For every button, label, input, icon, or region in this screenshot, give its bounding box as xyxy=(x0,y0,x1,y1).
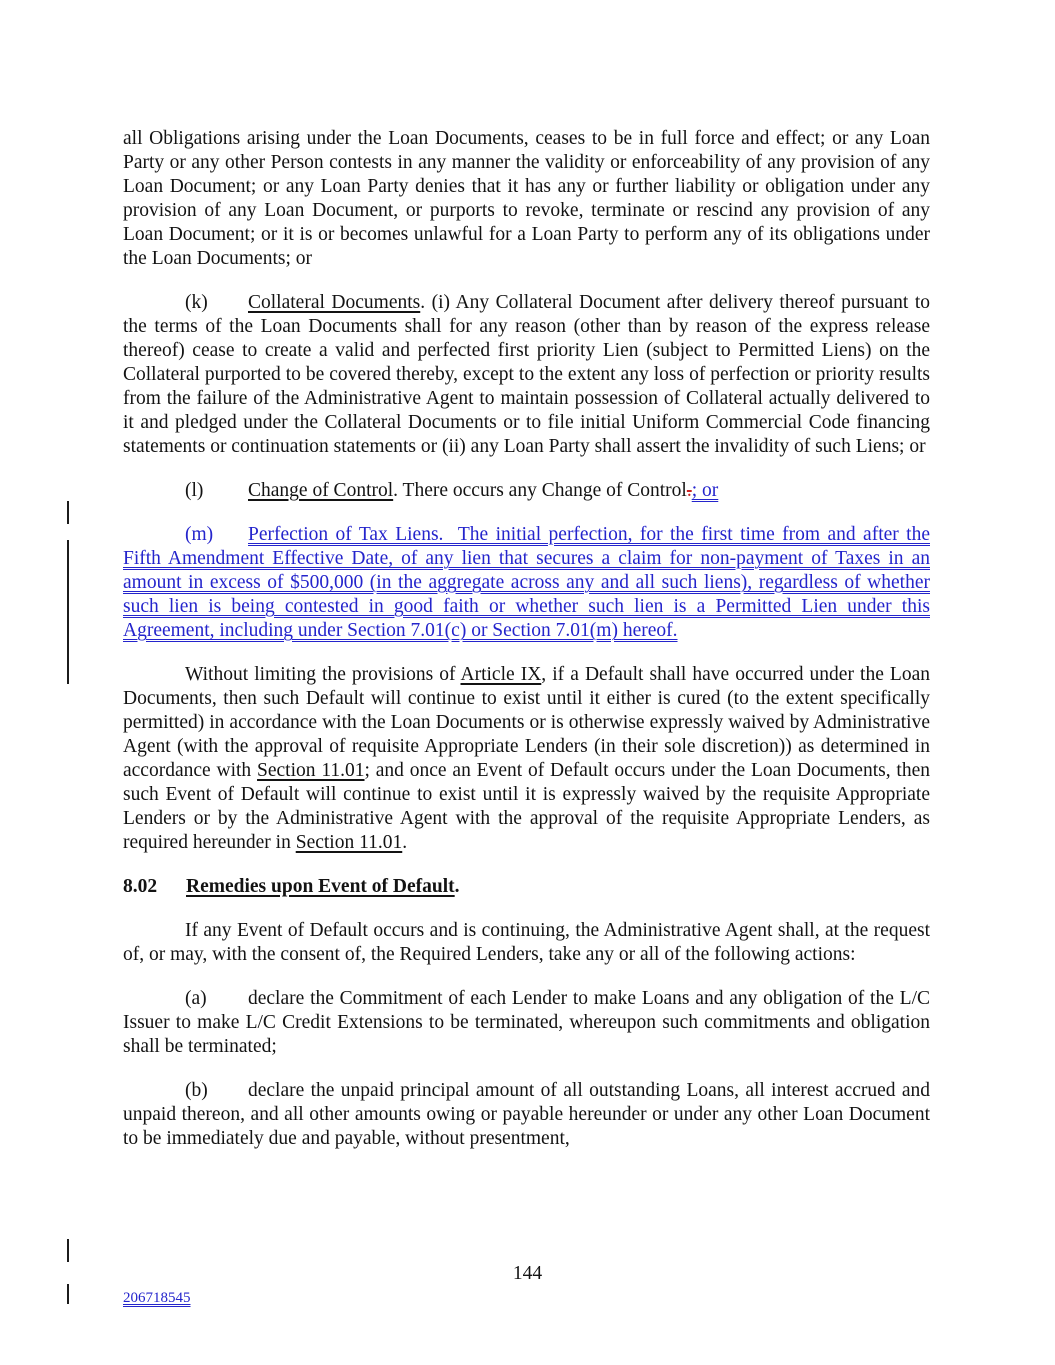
paragraph-b-label: (b) xyxy=(185,1080,208,1101)
paragraph-l xyxy=(123,479,930,503)
intro-text: If any Event of Default occurs and is continuing, the Administrative Agent shall, at the request of, or may, with the consent of, the Required Lenders, take any or all of the following actions: xyxy=(123,920,930,965)
paragraph-a-label: (a) xyxy=(185,988,207,1009)
paragraph-m-inserted xyxy=(123,523,930,643)
section-title-period: . xyxy=(454,876,460,897)
paragraph-m-text: Perfection of Tax Liens. The initial perfection, for the first time from and after the Fifth Amendment Effective Date, of any lien that secures a claim for non-payment of Taxes in an amount in excess of $500,000 (in the aggregate across any and all such liens), regardless of whether such lien is being contested in good faith or whether such lien is a Permitted Lien under this Agreement, including under Section 7.01(c) or Section 7.01(m) hereof. xyxy=(123,524,930,641)
paragraph-continuation xyxy=(123,127,930,271)
paragraph-a-text: declare the Commitment of each Lender to make Loans and any obligation of the L/C Issuer to make L/C Credit Extensions to be terminated, whereupon such commitments and obligation shall be terminated; xyxy=(123,988,930,1057)
change-bar-footer-1 xyxy=(67,1239,69,1262)
paragraph-k-text: . (i) Any Collateral Document after delivery thereof pursuant to the terms of the Loan Documents shall for any reason (other than by reason of the express release thereof) cease to create a valid and perfected first priority Lien (subject to Permitted Liens) on the Collateral purported to be covered thereby, except to the extent any loss of perfection or priority results from the failure of the Administrative Agent to maintain possession of Collateral actually delivered to it and pledged under the Collateral Documents or to file initial Uniform Commercial Code financing statements or continuation statements or (ii) any Loan Party shall assert the invalidity of such Liens; or xyxy=(123,292,931,457)
paragraph-l-label: (l) xyxy=(185,480,204,501)
page-body xyxy=(123,127,930,1171)
paragraph-m-label: (m) xyxy=(185,524,214,545)
paragraph-b xyxy=(123,1079,930,1151)
continuation-text: all Obligations arising under the Loan Documents, ceases to be in full force and effect; or any Loan Party or any other Person contests in any manner the validity or enforceability of any provision of any Loan Document; or any Loan Party denies that it has any or further liability or obligation under any provision of any Loan Document, or purports to revoke, terminate or rescind any provision of any Loan Document; or it is or becomes unlawful for a Loan Party to perform any of its obligations under the Loan Documents; or xyxy=(123,128,930,269)
section-11-01-reference-1: Section 11.01 xyxy=(257,760,365,781)
without-pre: Without limiting the provisions of xyxy=(185,664,461,685)
paragraph-intro xyxy=(123,919,930,967)
change-bar-paragraph-m xyxy=(67,540,69,684)
paragraph-k-label: (k) xyxy=(185,292,208,313)
without-mid1: , if a Default shall have occurred under the Loan Documents, then such Default will continue to exist until it either is cured (to the extent specifically permitted) in accordance with the Loan Documents or is otherwise expressly waived by Administrative Agent (with the approval of requisite Appropriate Lenders (in their sole discretion)) as determined in accordance with xyxy=(123,664,930,781)
section-number: 8.02 xyxy=(123,876,158,897)
without-end: . xyxy=(402,832,408,853)
section-heading-8-02 xyxy=(123,875,930,899)
change-bar-footer-2 xyxy=(67,1284,69,1304)
paragraph-l-deleted-text: . xyxy=(686,480,692,501)
paragraph-b-text: declare the unpaid principal amount of all outstanding Loans, all interest accrued and unpaid thereon, and all other amounts owing or payable hereunder or under any other Loan Document to be immediately due and payable, without presentment, xyxy=(123,1080,930,1149)
paragraph-k xyxy=(123,291,930,459)
without-mid2: ; and once an Event of Default occurs under the Loan Documents, then such Event of Default will continue to exist until it is expressly waived by the requisite Appropriate Lenders or by the Administrative Agent with the approval of the requisite Appropriate Lenders, as required hereunder in xyxy=(123,760,930,853)
section-11-01-reference-2: Section 11.01 xyxy=(295,832,403,853)
paragraph-l-heading: Change of Control xyxy=(248,480,394,501)
paragraph-a xyxy=(123,987,930,1059)
paragraph-l-text: . There occurs any Change of Control xyxy=(393,480,687,501)
page-number: 144 xyxy=(512,1263,543,1284)
paragraph-k-heading: Collateral Documents xyxy=(248,292,421,313)
paragraph-l-inserted-text: ; or xyxy=(691,480,719,501)
article-ix-reference: Article IX xyxy=(460,664,542,685)
change-bar-paragraph-l xyxy=(67,501,69,524)
doc-number: 206718545 xyxy=(123,1290,191,1306)
paragraph-without-limiting xyxy=(123,663,930,855)
section-title: Remedies upon Event of Default xyxy=(186,876,455,897)
